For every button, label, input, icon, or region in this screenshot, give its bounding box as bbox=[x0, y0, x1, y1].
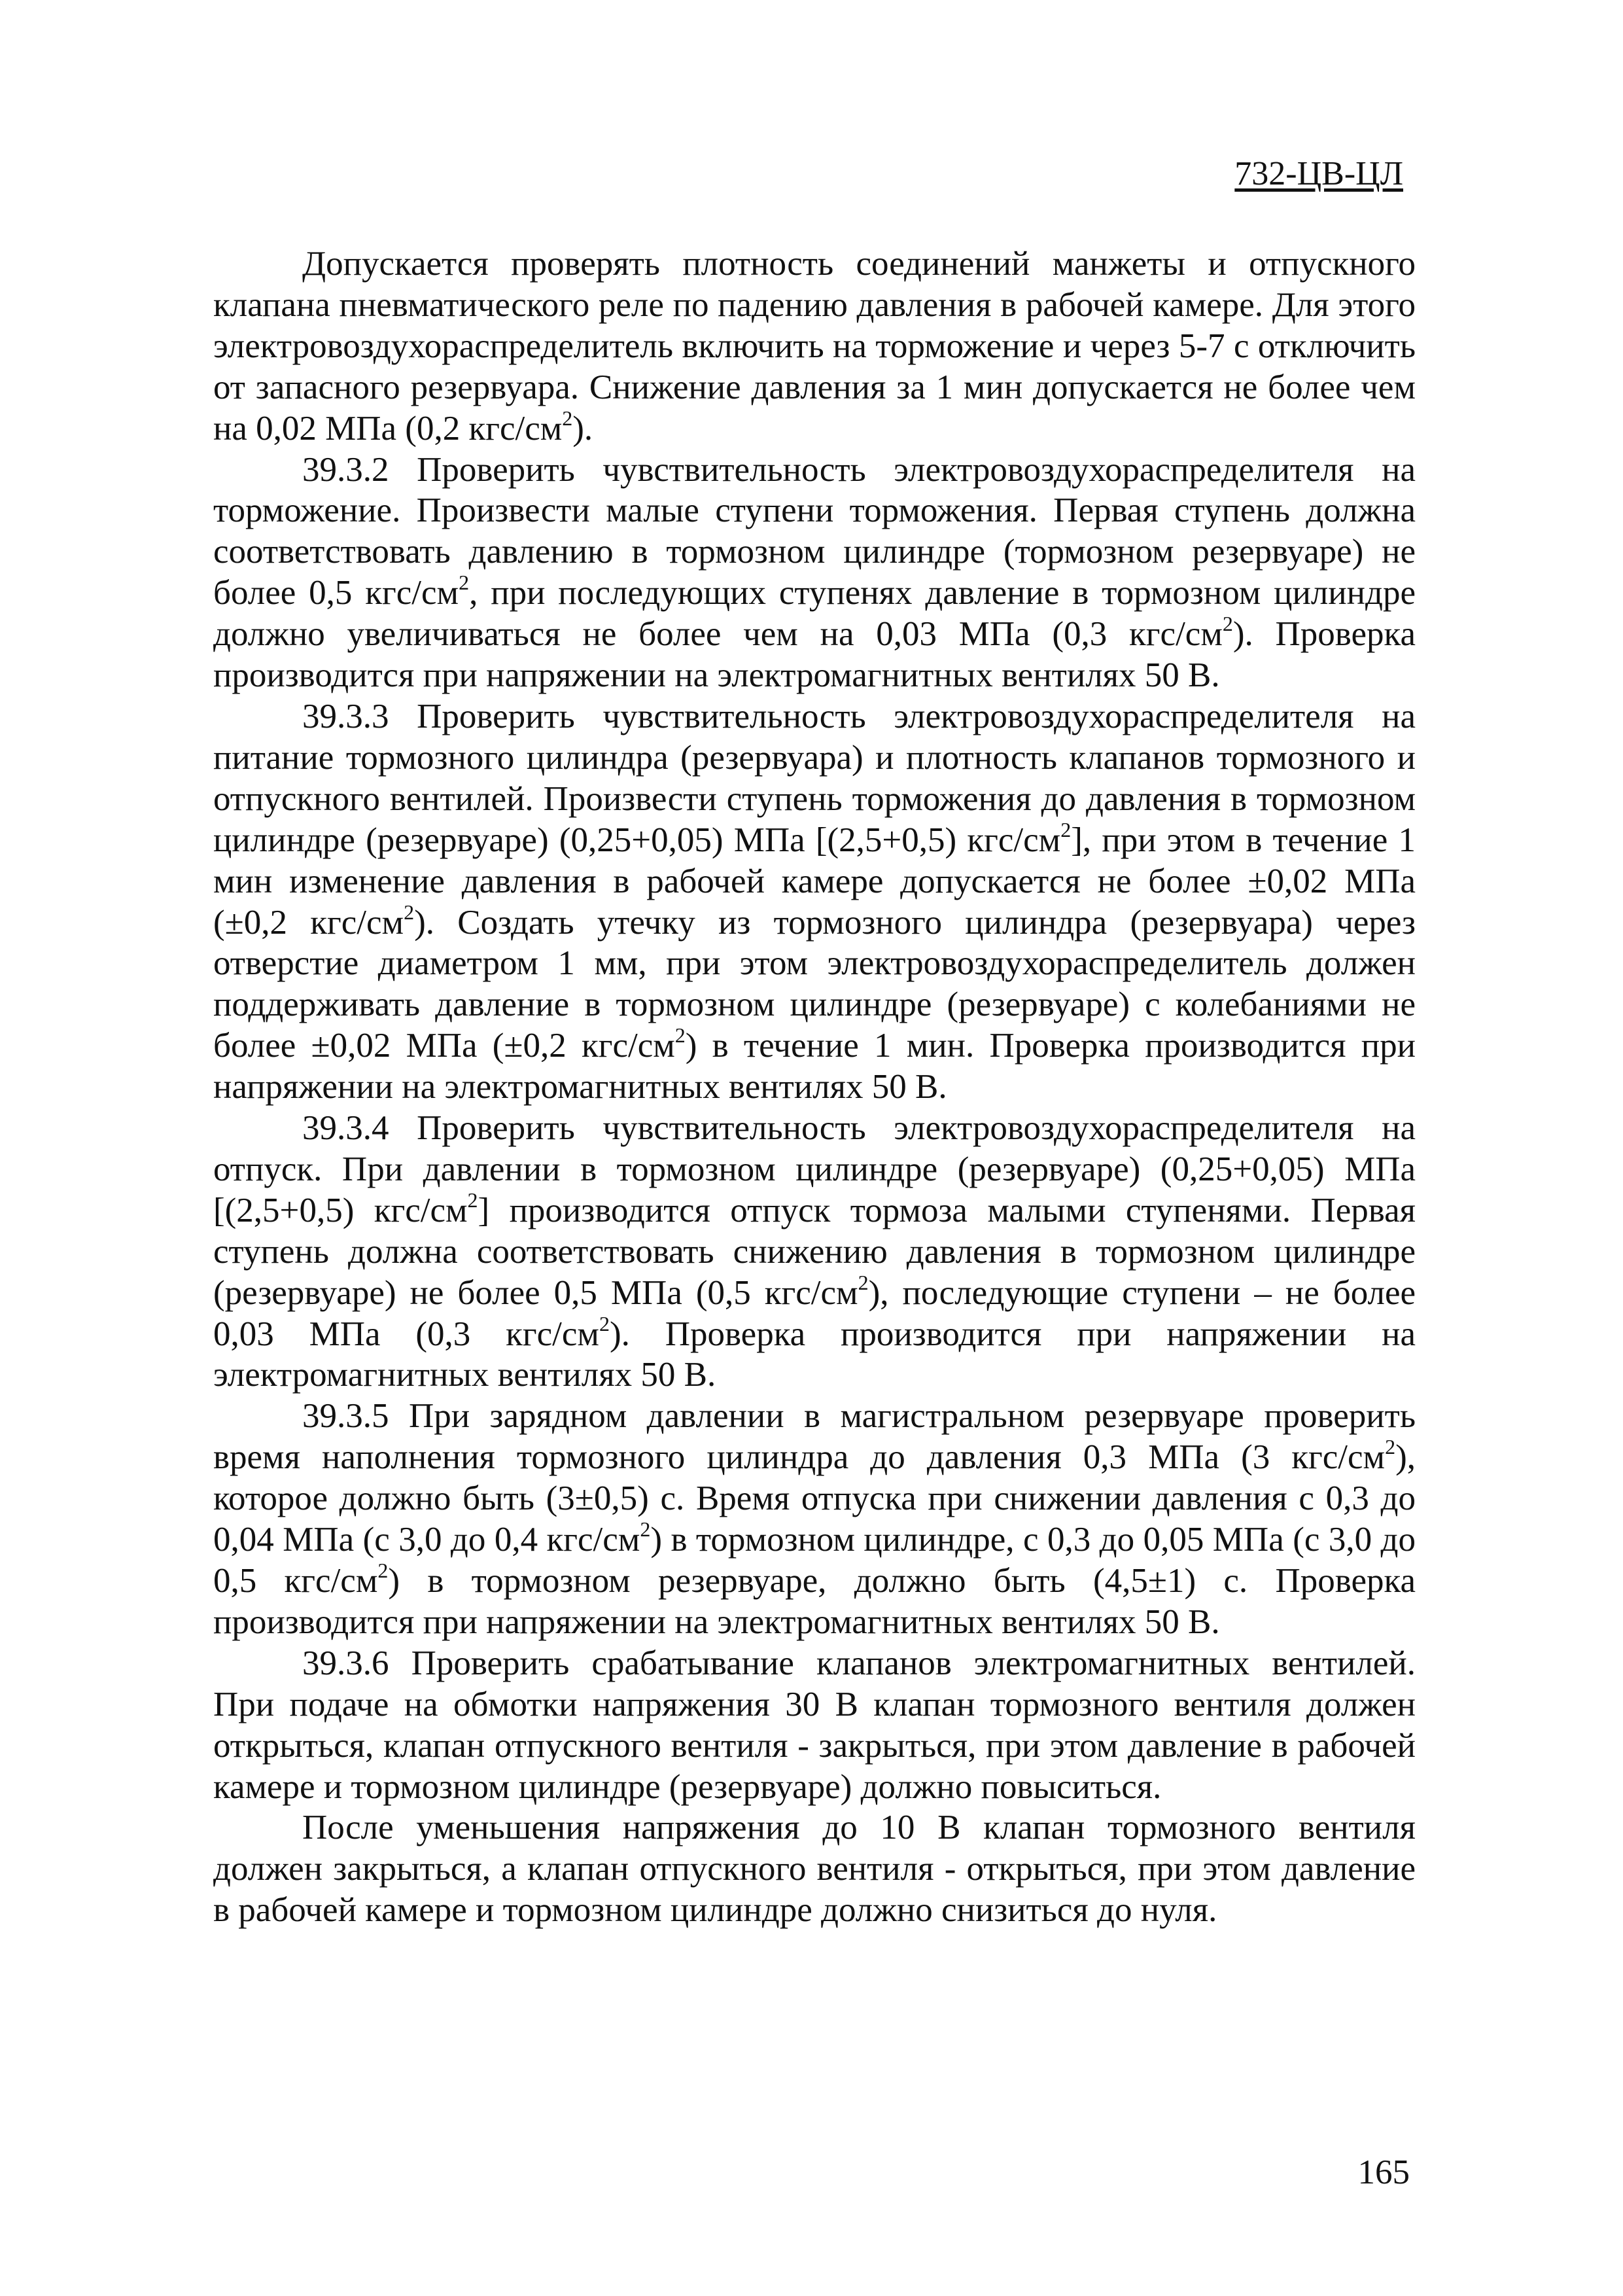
superscript-square: 2 bbox=[599, 1311, 610, 1335]
superscript-square: 2 bbox=[377, 1559, 389, 1582]
superscript-square: 2 bbox=[1222, 612, 1233, 636]
paragraph-39-3-4: 39.3.4 Проверить чувствительность электровоздухораспределителя на отпуск. При давлении в тормозном цилиндре (резервуаре) (0,25+0,05) МПа [(2,5+0,5) кгс/$см^2$] производится отпуск тормоза малыми ступенями. Первая ступень должна соответствовать снижению давления в тормозном цилиндре (резервуаре) не более 0,5 МПа (0,5 кгс/$см^2$), последующие ступени – не более 0,03 МПа (0,3 кгс/$см^2$). Проверка производится при напряжении на электромагнитных вентилях 50 В. bbox=[213, 1109, 1416, 1394]
document-code-header: 732-ЦВ-ЦЛ bbox=[1234, 155, 1403, 192]
paragraph-39-3-3: 39.3.3 Проверить чувствительность электровоздухораспределителя на питание тормозного цилиндра (резервуара) и плотность клапанов тормозного и отпускного вентилей. Произвести ступень торможения до давления в тормозном цилиндре (резервуаре) (0,25+0,05) МПа [(2,5+0,5) кгс/$см^2$], при этом в течение 1 мин изменение давления в рабочей камере допускается не более ±0,02 МПа (±0,2 кгс/$см^2$). Создать утечку из тормозного цилиндра (резервуара) через отверстие диаметром 1 мм, при этом электровоздухораспределитель должен поддерживать давление в тормозном цилиндре (резервуаре) с колебаниями не более ±0,02 МПа (±0,2 кгс/$см^2$) в течение 1 мин. Проверка производится при напряжении на электромагнитных вентилях 50 В. bbox=[213, 697, 1416, 1106]
paragraph-39-3-6: 39.3.6 Проверить срабатывание клапанов электромагнитных вентилей. При подаче на обмотки напряжения 30 В клапан тормозного вентиля должен открыться, клапан отпускного вентиля - закрыться, при этом давление в рабочей камере и тормозном цилиндре (резервуаре) должно повыситься. bbox=[213, 1644, 1416, 1806]
page-number: 165 bbox=[1357, 2153, 1410, 2191]
superscript-square: 2 bbox=[1060, 817, 1072, 841]
superscript-square: 2 bbox=[1385, 1435, 1396, 1459]
paragraph-39-3-2: 39.3.2 Проверить чувствительность электровоздухораспределителя на торможение. Произвести малые ступени торможения. Первая ступень должна соответствовать давлению в тормозном цилиндре (тормозном резервуаре) не более 0,5 кгс/$см^2$, при последующих ступенях давление в тормозном цилиндре должно увеличиваться не более чем на 0,03 МПа (0,3 кгс/$см^2$). Проверка производится при напряжении на электромагнитных вентилях 50 В. bbox=[213, 450, 1416, 695]
superscript-square: 2 bbox=[467, 1188, 478, 1212]
superscript-square: 2 bbox=[674, 1023, 686, 1048]
paragraph-voltage-reduction: После уменьшения напряжения до 10 В клапан тормозного вентиля должен закрыться, а клапан отпускного вентиля - открыться, при этом давление в рабочей камере и тормозном цилиндре должно снизиться до нуля. bbox=[213, 1809, 1416, 1930]
superscript-square: 2 bbox=[858, 1270, 869, 1294]
superscript-square: 2 bbox=[404, 900, 415, 924]
paragraph-leak-check: Допускается проверять плотность соединений манжеты и отпускного клапана пневматического реле по падению давления в рабочей камере. Для этого электровоздухораспределитель включить на торможение и через 5-7 с отключить от запасного резервуара. Снижение давления за 1 мин допускается не более чем на 0,02 МПа (0,2 кгс/$см^2$). bbox=[213, 245, 1416, 448]
paragraph-39-3-5: 39.3.5 При зарядном давлении в магистральном резервуаре проверить время наполнения тормозного цилиндра до давления 0,3 МПа (3 кгс/$см^2$), которое должно быть (3±0,5) с. Время отпуска при снижении давления с 0,3 до 0,04 МПа (с 3,0 до 0,4 кгс/$см^2$) в тормозном цилиндре, с 0,3 до 0,05 МПа (с 3,0 до 0,5 кгс/$см^2$) в тормозном резервуаре, должно быть (4,5±1) с. Проверка производится при напряжении на электромагнитных вентилях 50 В. bbox=[213, 1397, 1416, 1641]
superscript-square: 2 bbox=[562, 406, 573, 430]
superscript-square: 2 bbox=[640, 1517, 651, 1542]
superscript-square: 2 bbox=[459, 571, 470, 595]
document-body bbox=[213, 243, 1416, 1931]
